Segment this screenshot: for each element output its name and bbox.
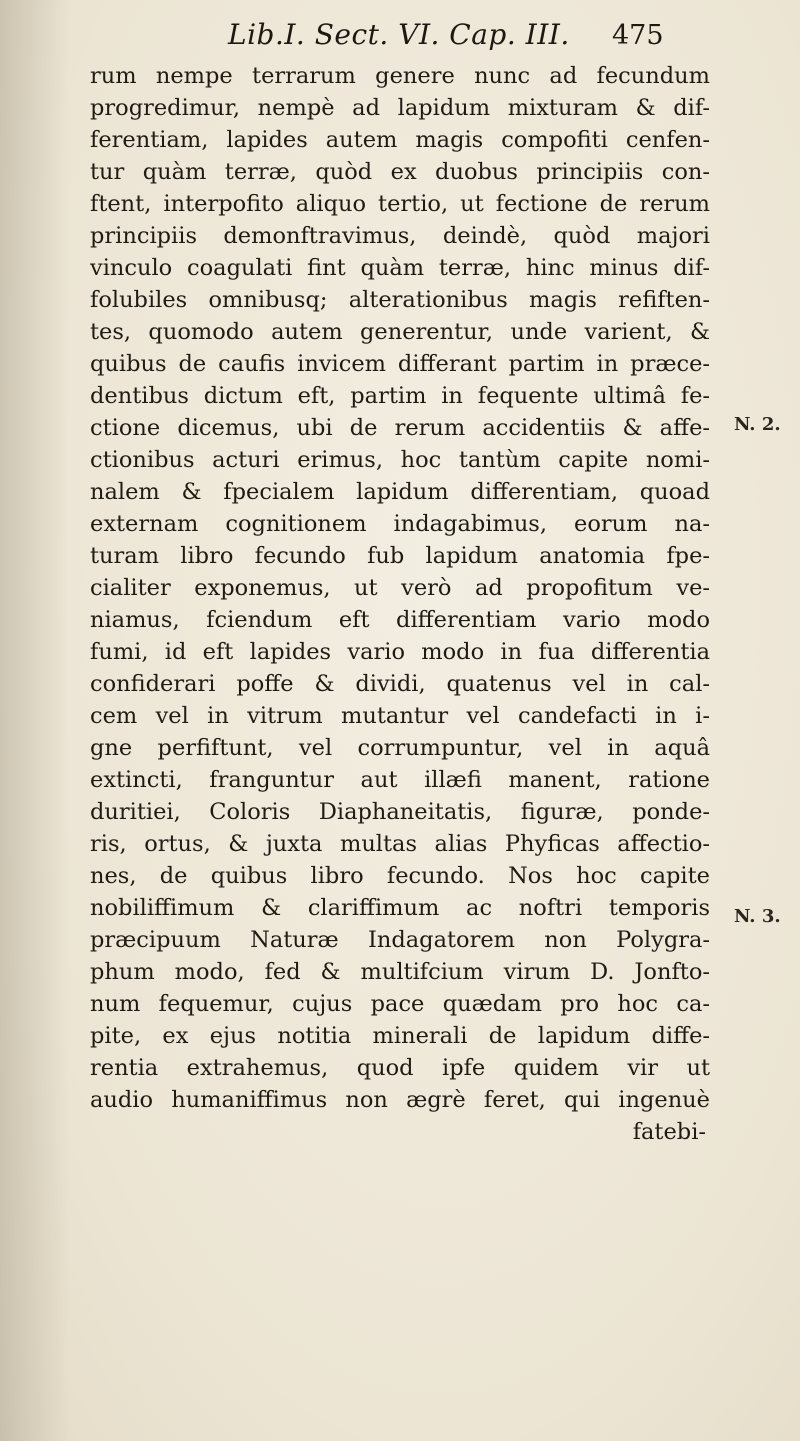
text-line: duritiei, Coloris Diaphaneitatis, figuræ, ponde- (90, 799, 710, 825)
text-line: num fequemur, cujus pace quædam pro hoc ca- (90, 991, 710, 1017)
text-line: præcipuum Naturæ Indagatorem non Polygra- (90, 927, 710, 953)
page-header (0, 18, 800, 62)
text-line: cialiter exponemus, ut verò ad propofitum ve- (90, 575, 710, 601)
body-text (90, 60, 710, 1148)
text-line: ris, ortus, & juxta multas alias Phyficas affectio- (90, 831, 710, 857)
text-line: niamus, fciendum eft differentiam vario modo (90, 607, 710, 633)
text-line: gne perfiftunt, vel corrumpuntur, vel in aquâ (90, 735, 710, 761)
text-line: nobiliffimum & clariffimum ac noftri temporis (90, 895, 710, 921)
text-line: ftent, interpofito aliquo tertio, ut fectione de rerum (90, 191, 710, 217)
text-line: phum modo, fed & multifcium virum D. Jonfto- (90, 959, 710, 985)
text-line: externam cognitionem indagabimus, eorum na- (90, 511, 710, 537)
text-line: nes, de quibus libro fecundo. Nos hoc capite (90, 863, 710, 889)
text-line: confiderari poffe & dividi, quatenus vel in cal- (90, 671, 710, 697)
running-head: Lib.I. Sect. VI. Cap. III. (228, 18, 570, 51)
text-line: ferentiam, lapides autem magis compofiti cenfen- (90, 127, 710, 153)
text-line: dentibus dictum eft, partim in fequente ultimâ fe- (90, 383, 710, 409)
text-line: fumi, id eft lapides vario modo in fua differentia (90, 639, 710, 665)
text-line: turam libro fecundo fub lapidum anatomia fpe- (90, 543, 710, 569)
text-line: cem vel in vitrum mutantur vel candefacti in i- (90, 703, 710, 729)
text-line: progredimur, nempè ad lapidum mixturam & dif- (90, 95, 710, 121)
margin-notes (732, 0, 792, 1441)
margin-note: N. 3. (734, 906, 781, 927)
text-line: ctione dicemus, ubi de rerum accidentiis & affe- (90, 415, 710, 441)
margin-note: N. 2. (734, 414, 781, 435)
text-line: quibus de caufis invicem differant partim in præce- (90, 351, 710, 377)
text-line: ctionibus acturi erimus, hoc tantùm capite nomi- (90, 447, 710, 473)
text-line: pite, ex ejus notitia minerali de lapidum diffe- (90, 1023, 710, 1049)
text-line: extincti, franguntur aut illæfi manent, ratione (90, 767, 710, 793)
text-line: principiis demonftravimus, deindè, quòd majori (90, 223, 710, 249)
text-line: vinculo coagulati fint quàm terræ, hinc minus dif- (90, 255, 710, 281)
text-line: tur quàm terræ, quòd ex duobus principiis con- (90, 159, 710, 185)
text-line: rentia extrahemus, quod ipfe quidem vir ut (90, 1055, 710, 1081)
page-number: 475 (612, 20, 664, 51)
text-line: folubiles omnibusq; alterationibus magis refiften- (90, 287, 710, 313)
text-line: tes, quomodo autem generentur, unde varient, & (90, 319, 710, 345)
catchword: fatebi- (632, 1119, 706, 1145)
text-line: rum nempe terrarum genere nunc ad fecundum (90, 63, 710, 89)
text-line: nalem & fpecialem lapidum differentiam, quoad (90, 479, 710, 505)
text-line: audio humaniffimus non ægrè feret, qui ingenuè (90, 1087, 710, 1113)
gutter-shadow (0, 0, 70, 1441)
